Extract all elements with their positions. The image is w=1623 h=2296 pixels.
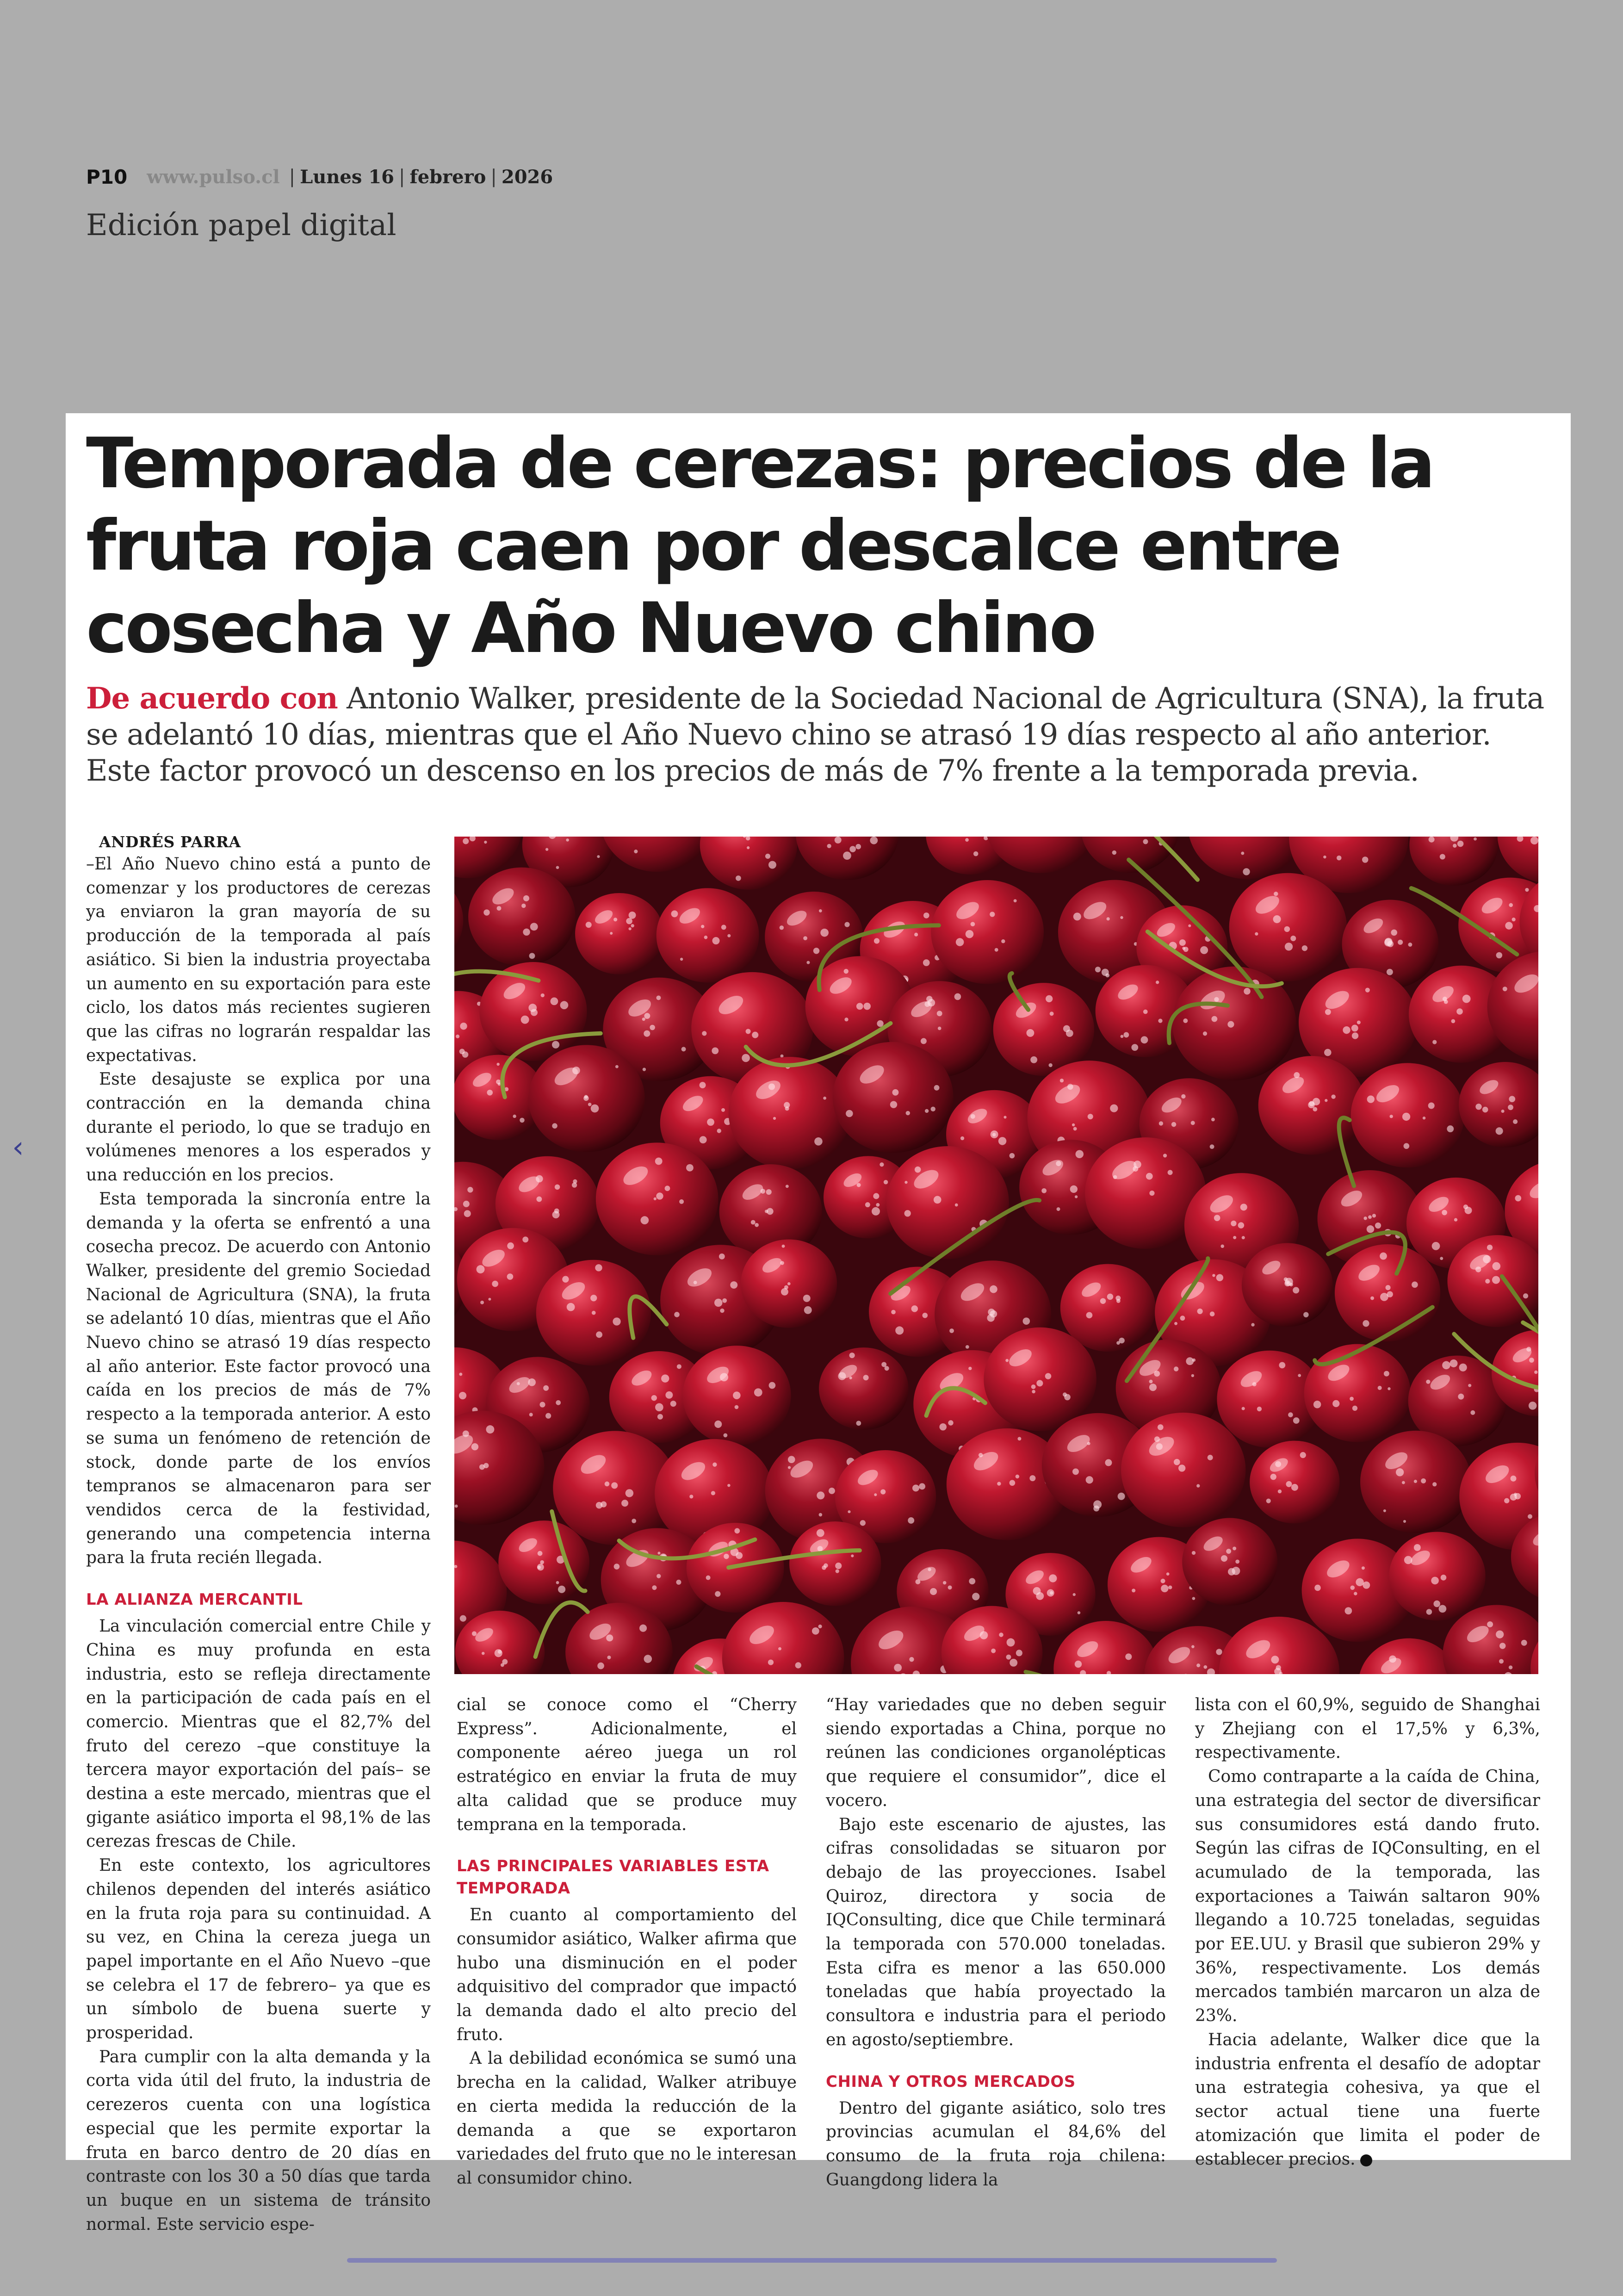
date-year: 2026 (501, 166, 553, 188)
cherry (741, 1239, 837, 1328)
paragraph: La vinculación comercial entre Chile y China es muy profunda en esta industria, esto se refleja directamente en la participación de cada país en el comercio. Mientras que el 82,7% del fruto del cerezo –que constituye la tercera mayor exportación del país– se destina a este mercado, mientras que el gigante asiático importa el 98,1% de las cerezas frescas de Chile. (86, 1617, 431, 1851)
lead-text: Antonio Walker, presidente de la Sociedad Nacional de Agricultura (SNA), la fruta se adelantó 10 días, mientras que el Año Nuevo chino se atrasó 19 días respecto al año anterior. Este factor provocó un descenso en los precios de más de 7% frente a la temporada previa. (86, 682, 1544, 788)
cherry (575, 893, 663, 974)
cherry (536, 1260, 651, 1365)
newspaper-page (66, 413, 1571, 2234)
article-column-2 (457, 1693, 797, 2191)
cherry (596, 1142, 719, 1255)
paragraph: –El Año Nuevo chino está a punto de comenzar y los productores de cerezas ya enviaron la gran mayoría de su producción de la temporada al país asiático. Si bien la industria proyectaba un aumento en su exportación para este ciclo, los datos más recientes sugieren que las cifras no lograrán respaldar las expectativas. (86, 855, 431, 1065)
cherry (1335, 1244, 1440, 1341)
paragraph: A la debilidad económica se sumó una brecha en la calidad, Walker atribuye en cierta medida la reducción de la demanda a que se exportaron variedades del fruto que no le interesan al consumidor chino. (457, 2049, 797, 2188)
article-lead (86, 681, 1548, 789)
cherry (931, 880, 1044, 984)
paragraph: “Hay variedades que no deben seguir siendo exportadas a China, porque no reúnen las condiciones organolépticas que requiere el consumidor”, dice el vocero. (826, 1695, 1166, 1810)
date-weekday-day: Lunes 16 (300, 166, 394, 188)
cherry (1304, 1344, 1411, 1442)
paragraph: Para cumplir con la alta demanda y la corta vida útil del fruto, la industria de cerezeros cuenta con una logística especial que les permite exportar la fruta en barco dentro de 20 días en contraste con los 30 a 50 días que tarda un buque en un sistema de tránsito normal. Este servicio espe- (86, 2047, 431, 2234)
cherry (833, 1042, 954, 1153)
paragraph: Como contraparte a la caída de China, una estrategia del sector de diversificar sus consumidores está dando fruto. Según las cifras de IQConsulting, en el acumulado de la temporada, las exportaciones a Taiwán saltaron 90% llegando a 10.725 toneladas, seguidas por EE.UU. y Brasil que subieron 29% y 36%, respectivamente. Los demás mercados también marcaron un alza de 23%. (1195, 1767, 1540, 2026)
paragraph: Este desajuste se explica por una contracción en la demanda china durante el periodo, lo que se tradujo en volúmenes menores a los esperados y una reducción en los precios. (86, 1070, 431, 1185)
separator: | (490, 166, 497, 187)
cherry (528, 1045, 645, 1152)
cherry (1242, 1243, 1333, 1327)
chevron-left-icon[interactable]: ‹ (12, 1130, 24, 1165)
date-month: febrero (409, 166, 486, 188)
cherry (468, 868, 576, 966)
separator: | (399, 166, 405, 187)
article-column-3 (826, 1693, 1166, 2192)
page-number: P10 (86, 165, 128, 188)
cherry (657, 888, 759, 982)
paragraph: lista con el 60,9%, seguido de Shanghai y Zhejiang con el 17,5% y 6,3%, respectivamente. (1195, 1695, 1540, 1762)
end-of-article-icon (1360, 2154, 1372, 2166)
section-subhead: LAS PRINCIPALES VARIABLES ESTA TEMPORADA (457, 1857, 769, 1898)
cherry (1250, 1441, 1339, 1524)
section-subhead: LA ALIANZA MERCANTIL (86, 1590, 303, 1609)
article-column-4 (1195, 1693, 1540, 2172)
page-header (86, 163, 553, 191)
cherry (1360, 1431, 1471, 1533)
cherry (729, 1057, 851, 1169)
section-subhead: CHINA Y OTROS MERCADOS (826, 2072, 1076, 2091)
paragraph-text: Hacia adelante, Walker dice que la industria enfrenta el desafío de adoptar una estrategia cohesiva, ya que el sector actual tiene una fuerte atomización que limita el poder de establecer precios. (1195, 2030, 1540, 2169)
byline: ANDRÉS PARRA (99, 833, 241, 851)
article-column-1 (86, 832, 431, 2236)
cherry (819, 1347, 908, 1430)
site-url[interactable]: www.pulso.cl (147, 166, 280, 188)
paragraph: Dentro del gigante asiático, solo tres provincias acumulan el 84,6% del consumo de la fruta roja chilena: Guangdong lidera la (826, 2098, 1166, 2190)
cherry (984, 1328, 1096, 1431)
edition-label: Edición papel digital (86, 208, 396, 242)
cherry (1258, 1056, 1366, 1154)
cherry (1229, 873, 1347, 981)
cherry (1121, 1413, 1245, 1527)
paragraph: Esta temporada la sincronía entre la demanda y la oferta se enfrentó a una cosecha precoz. De acuerdo con Antonio Walker, presidente del gremio Sociedad Nacional de Agricultura (SNA), la fruta se adelantó 10 días, mientras que el Año Nuevo chino se atrasó 19 días respecto al año anterior. Este factor provocó una caída en los precios de más de 7% respecto a la temporada anterior. A esto se suma un fenómeno de retención de stock, donde parte de los envíos tempranos se almacenaron para ser vendidos cerca de la festividad, generando una competencia interna para la fruta recién llegada. (86, 1189, 431, 1568)
paragraph (1195, 2028, 1540, 2172)
horizontal-scrollbar[interactable] (347, 2258, 1277, 2263)
cherry (789, 1521, 881, 1606)
cherry (1389, 1532, 1485, 1620)
cherry (682, 1346, 791, 1445)
separator: | (289, 166, 296, 187)
article-headline: Temporada de cerezas: precios de la fruta roja caen por descalce entre cosecha y Año Nuevo chino (86, 423, 1433, 669)
cherry (1351, 1063, 1465, 1167)
paragraph: cial se conoce como el “Cherry Express”. Adicionalmente, el componente aéreo juega un rol estratégico en enviar la fruta de muy alta calidad que se produce muy temprana en la temporada. (457, 1695, 797, 1834)
cherry (1182, 1518, 1277, 1605)
cherries-photo (454, 837, 1538, 1674)
lead-kicker: De acuerdo con (86, 681, 338, 716)
cherry (886, 1146, 1009, 1259)
paragraph: En este contexto, los agricultores chilenos dependen del interés asiático en la fruta roja para su continuidad. A su vez, en China la cereza juega un papel importante en el Año Nuevo –que se celebra el 17 de febrero– ya que es un símbolo de buena suerte y prosperidad. (86, 1856, 431, 2043)
paragraph: Bajo este escenario de ajustes, las cifras consolidadas se situaron por debajo de las proyecciones. Isabel Quiroz, directora y socia de IQConsulting, dice que Chile terminará la temporada con 570.000 toneladas. Esta cifra es menor a las 650.000 toneladas que había proyectado la consultora e industria para el periodo en agosto/septiembre. (826, 1815, 1166, 2049)
cherries-illustration (454, 837, 1538, 1674)
paragraph: En cuanto al comportamiento del consumidor asiático, Walker afirma que hubo una disminución en el poder adquisitivo del comprador que impactó la demanda dado el alto precio del fruto. (457, 1905, 797, 2044)
cherry (498, 1520, 589, 1604)
